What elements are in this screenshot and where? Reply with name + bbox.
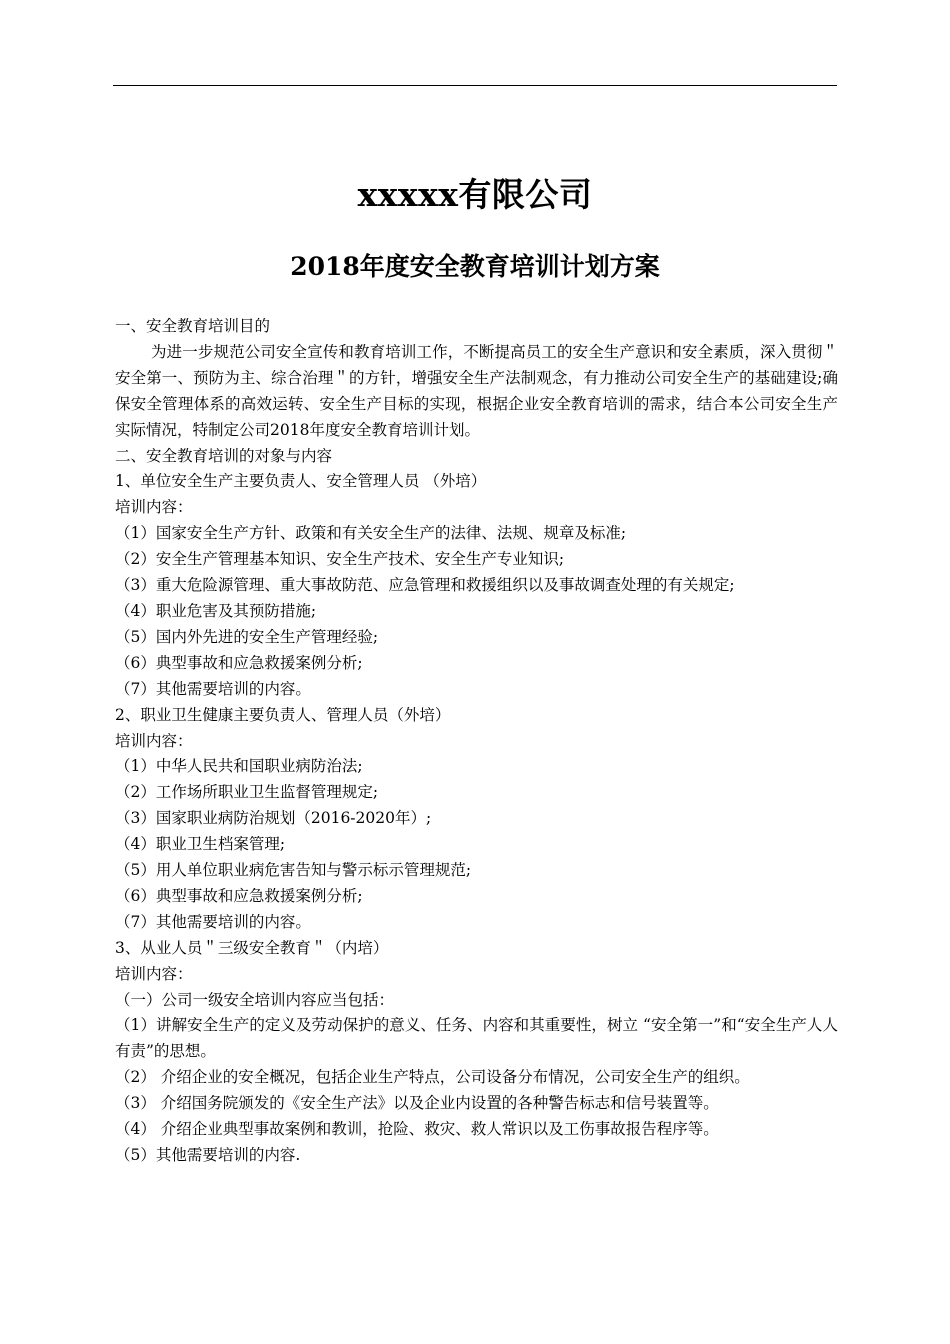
group-2-label: 培训内容：	[115, 731, 193, 750]
list-item: （1）国家安全生产方针、政策和有关安全生产的法律、法规、规章及标准;	[115, 524, 627, 543]
list-item: （7）其他需要培训的内容。	[115, 912, 311, 931]
group-3-subheading: （一）公司一级安全培训内容应当包括：	[115, 990, 395, 1009]
list-item: （6）典型事故和应急救援案例分析;	[115, 886, 363, 905]
list-item: （6）典型事故和应急救援案例分析;	[115, 653, 363, 672]
section-1-heading: 一、安全教育培训目的	[115, 317, 271, 335]
document-title: xxxxx有限公司	[357, 175, 593, 214]
group-1-heading: 1、单位安全生产主要负责人、安全管理人员 （外培）	[115, 472, 487, 491]
list-item: （5）国内外先进的安全生产管理经验;	[115, 627, 379, 646]
group-2-heading: 2、职业卫生健康主要负责人、管理人员（外培）	[115, 705, 451, 724]
list-item: （2）安全生产管理基本知识、安全生产技术、安全生产专业知识;	[115, 550, 565, 569]
list-item: （5）用人单位职业病危害告知与警示标示管理规范;	[115, 861, 472, 880]
group-3-heading: 3、从业人员＂三级安全教育＂（内培）	[115, 938, 389, 957]
list-item: （4）职业卫生档案管理;	[115, 835, 286, 854]
list-item: （4）职业危害及其预防措施;	[115, 601, 317, 620]
list-item: （1）讲解安全生产的定义及劳动保护的意义、任务、内容和其重要性，树立 “安全第一”和“安全生产人人有责”的思想。	[115, 1016, 838, 1061]
list-item: （5）其他需要培训的内容.	[115, 1146, 301, 1164]
section-1-paragraph: 为进一步规范公司安全宣传和教育培训工作，不断提高员工的安全生产意识和安全素质，深入贯彻＂安全第一、预防为主、综合治理＂的方针，增强安全生产法制观念，有力推动公司安全生产的基础建设;确保安全管理体系的高效运转、安全生产目标的实现，根据企业安全教育培训的需求，结合本公司安全生产实际情况，特制定公司2018年度安全教育培训计划。	[115, 342, 838, 439]
list-item: （3）国家职业病防治规划（2016-2020年）;	[115, 809, 432, 828]
list-item: （1）中华人民共和国职业病防治法;	[115, 757, 363, 776]
document-subtitle: 2018年度安全教育培训计划方案	[290, 252, 660, 281]
group-1-label: 培训内容：	[115, 498, 193, 517]
group-3-label: 培训内容：	[115, 964, 193, 983]
header-rule	[113, 85, 837, 86]
list-item: （3） 介绍国务院颁发的《安全生产法》以及企业内设置的各种警告标志和信号装置等。	[115, 1094, 719, 1113]
list-item: （2）工作场所职业卫生监督管理规定;	[115, 783, 379, 802]
section-2-heading: 二、安全教育培训的对象与内容	[115, 446, 333, 465]
list-item: （7）其他需要培训的内容。	[115, 679, 311, 698]
list-item: （3）重大危险源管理、重大事故防范、应急管理和救援组织以及事故调查处理的有关规定;	[115, 576, 735, 595]
document-body	[115, 314, 838, 1169]
list-item: （4） 介绍企业典型事故案例和教训，抢险、救灾、救人常识以及工伤事故报告程序等。	[115, 1120, 719, 1139]
list-item: （2） 介绍企业的安全概况，包括企业生产特点，公司设备分布情况，公司安全生产的组织。	[115, 1068, 750, 1087]
